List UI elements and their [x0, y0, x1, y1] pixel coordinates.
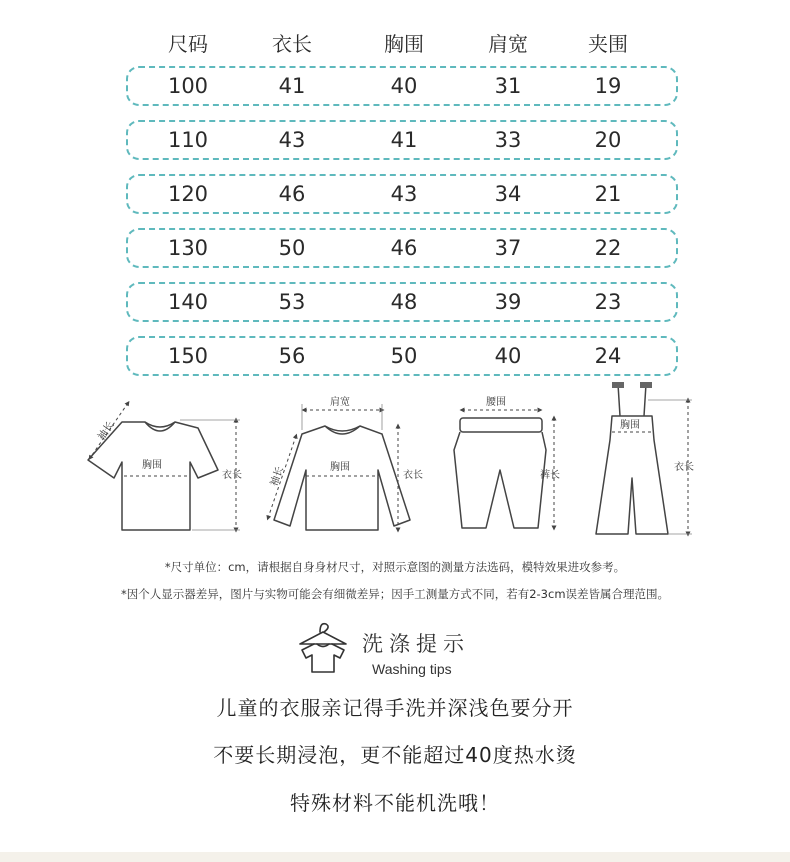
- shorts-pants-length-label: 裤长: [540, 470, 560, 481]
- washing-tips-subtitle: Washing tips: [372, 661, 452, 677]
- cell-length: 46: [278, 182, 306, 206]
- cell-chest: 41: [390, 128, 418, 152]
- tshirt-diagram: [88, 403, 240, 530]
- cell-shoulder: 39: [494, 290, 522, 314]
- sweater-sleeve-label: 袖长: [268, 465, 286, 488]
- shorts-waist-label: 腰围: [486, 397, 506, 408]
- overalls-length-label: 衣长: [674, 462, 694, 473]
- cell-length: 43: [278, 128, 306, 152]
- cell-chest: 40: [390, 74, 418, 98]
- cell-armhole: 24: [594, 344, 622, 368]
- header-chest: 胸围: [384, 31, 424, 56]
- cell-size: 110: [167, 128, 209, 152]
- cell-chest: 50: [390, 344, 418, 368]
- cell-chest: 48: [390, 290, 418, 314]
- table-row: [126, 228, 678, 268]
- cell-size: 140: [167, 290, 209, 314]
- header-armhole: 夹围: [588, 31, 628, 56]
- cell-shoulder: 33: [494, 128, 522, 152]
- tshirt-length-label: 衣长: [222, 470, 242, 481]
- cell-size: 130: [167, 236, 209, 260]
- care-instruction: 特殊材料不能机洗哦！: [290, 791, 500, 815]
- cell-armhole: 21: [594, 182, 622, 206]
- size-table-header: [126, 26, 678, 58]
- table-row: [126, 66, 678, 106]
- cell-size: 150: [167, 344, 209, 368]
- cell-shoulder: 31: [494, 74, 522, 98]
- hanger-shirt-icon: [290, 618, 356, 678]
- display-note: *因个人显示器差异，图片与实物可能会有细微差异；因手工测量方式不同，若有2-3cm误差皆属合理范围。: [120, 587, 670, 601]
- header-size: 尺码: [168, 31, 208, 56]
- sweater-length-label: 衣长: [403, 470, 423, 481]
- cell-armhole: 23: [594, 290, 622, 314]
- tshirt-sleeve-label: 袖长: [96, 419, 117, 443]
- measurement-diagrams: [0, 380, 790, 550]
- header-length: 衣长: [272, 31, 312, 56]
- cell-chest: 43: [390, 182, 418, 206]
- table-row: [126, 174, 678, 214]
- table-row: [126, 282, 678, 322]
- cell-shoulder: 40: [494, 344, 522, 368]
- cell-size: 100: [167, 74, 209, 98]
- care-instruction: 不要长期浸泡，更不能超过40度热水烫: [213, 743, 577, 767]
- bottom-band: [0, 852, 790, 862]
- cell-shoulder: 37: [494, 236, 522, 260]
- cell-length: 50: [278, 236, 306, 260]
- tshirt-chest-label: 胸围: [142, 460, 162, 471]
- cell-length: 53: [278, 290, 306, 314]
- sweater-shoulder-label: 肩宽: [330, 397, 350, 408]
- cell-length: 56: [278, 344, 306, 368]
- cell-chest: 46: [390, 236, 418, 260]
- care-instruction: 儿童的衣服亲记得手洗并深浅色要分开: [216, 696, 574, 720]
- cell-armhole: 20: [594, 128, 622, 152]
- sweater-chest-label: 胸围: [330, 462, 350, 473]
- cell-shoulder: 34: [494, 182, 522, 206]
- cell-size: 120: [167, 182, 209, 206]
- header-shoulder: 肩宽: [488, 31, 528, 56]
- size-note: *尺寸单位：cm，请根据自身身材尺寸，对照示意图的测量方法选码，模特效果进攻参考。: [164, 560, 626, 574]
- overalls-diagram: [596, 382, 692, 534]
- cell-armhole: 19: [594, 74, 622, 98]
- cell-armhole: 22: [594, 236, 622, 260]
- overalls-chest-label: 胸围: [620, 420, 640, 431]
- cell-length: 41: [278, 74, 306, 98]
- washing-tips-title: 洗涤提示: [362, 632, 470, 656]
- shorts-diagram: [454, 410, 554, 528]
- table-row: [126, 120, 678, 160]
- table-row: [126, 336, 678, 376]
